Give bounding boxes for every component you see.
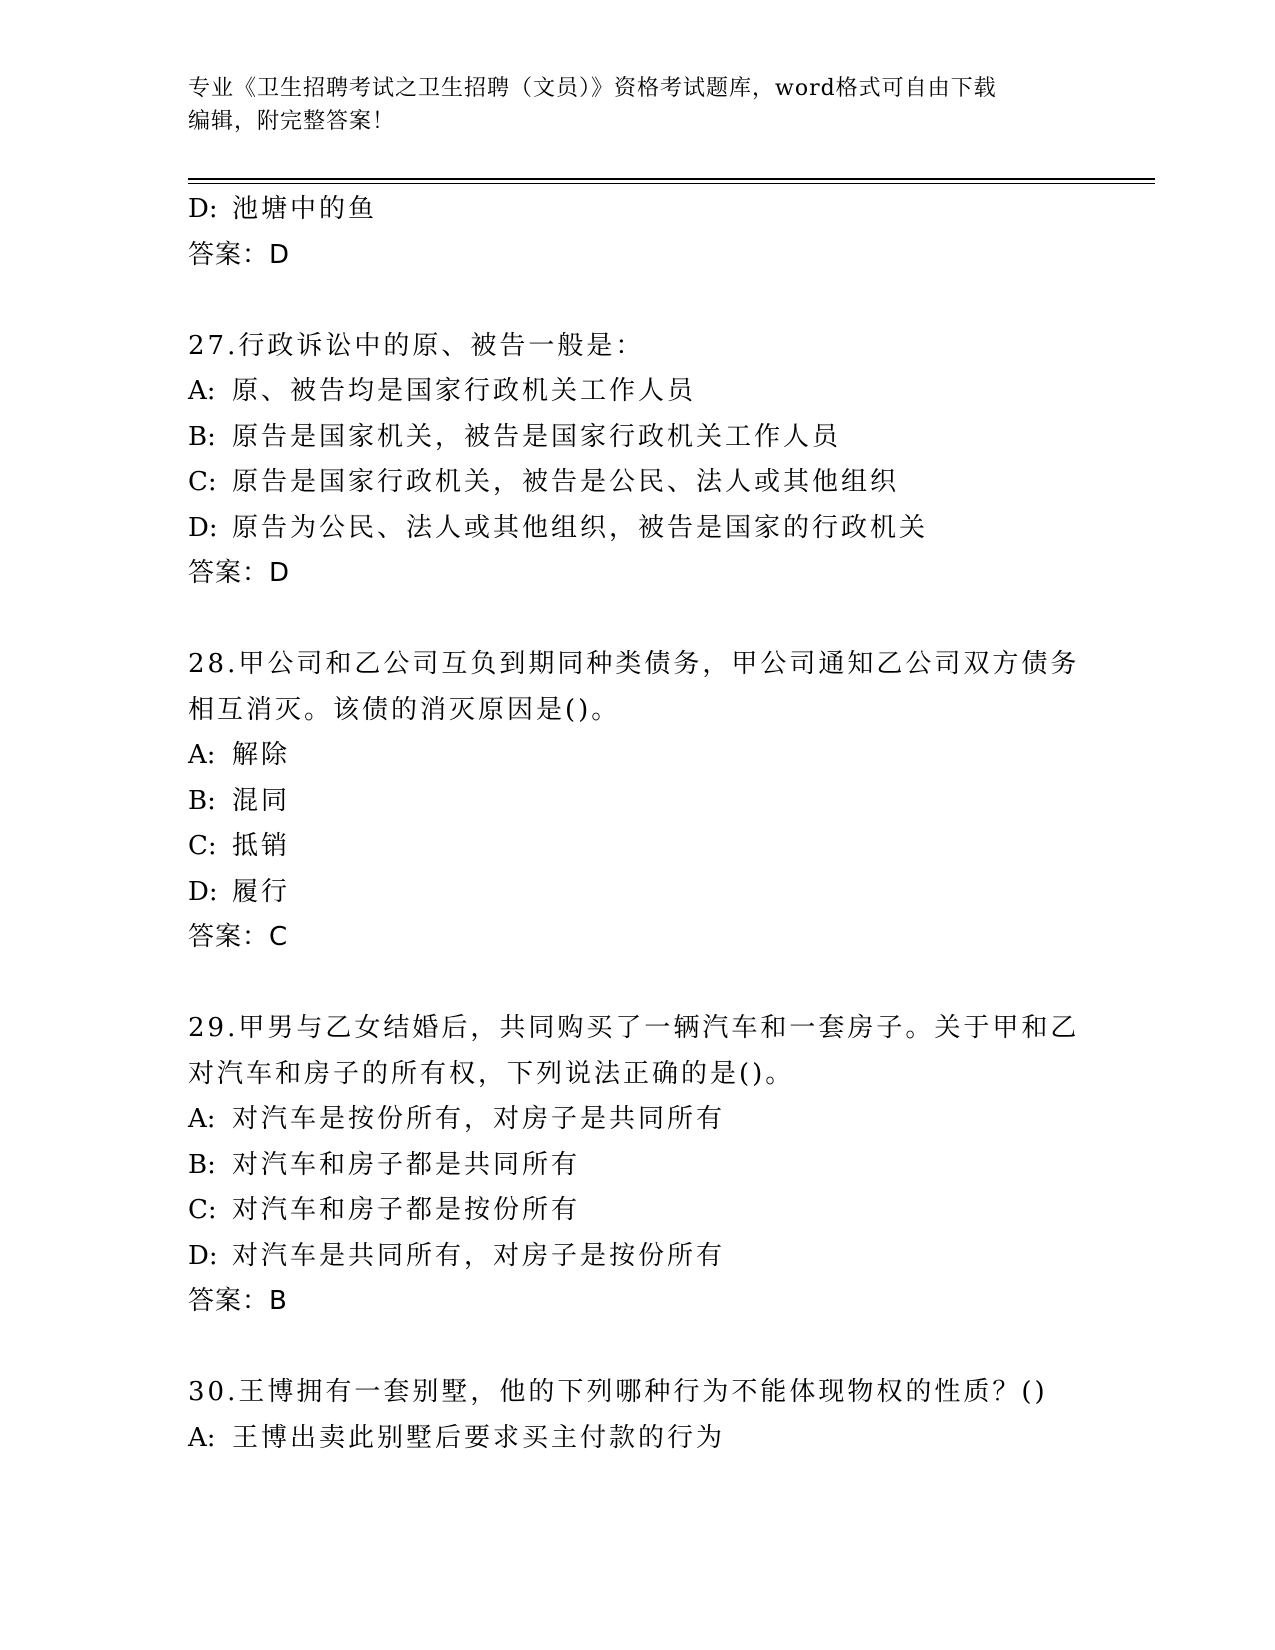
- spacer: [188, 597, 1088, 643]
- option-letter: D:: [188, 194, 218, 224]
- option-text: 原告是国家机关，被告是国家行政机关工作人员: [232, 421, 842, 452]
- option-text: 抵销: [232, 831, 291, 861]
- header-rule-thick: [188, 178, 1155, 180]
- option-text: 原、被告均是国家行政机关工作人员: [232, 376, 697, 406]
- question-29-option-a: [188, 1097, 1088, 1143]
- question-30-stem: 30.王博拥有一套别墅，他的下列哪种行为不能体现物权的性质？(): [188, 1377, 1048, 1407]
- option-letter: B:: [188, 1149, 216, 1180]
- option-letter: D:: [188, 876, 218, 907]
- question-28-stem-line-2: 相互消灭。该债的消灭原因是()。: [188, 694, 621, 725]
- question-content: [188, 187, 1088, 1461]
- question-29-option-d: [188, 1234, 1088, 1280]
- question-29-option-b: [188, 1143, 1088, 1189]
- question-27-option-c: [188, 460, 1088, 506]
- question-29-stem-line-1: 29.甲男与乙女结婚后，共同购买了一辆汽车和一套房子。关于甲和乙: [188, 1013, 1080, 1043]
- question-28-option-c: [188, 824, 1088, 870]
- prev-answer: 答案：D: [188, 239, 291, 270]
- option-text: 原告为公民、法人或其他组织，被告是国家的行政机关: [232, 512, 929, 543]
- prev-option-d: [188, 187, 1088, 233]
- spacer: [188, 1325, 1088, 1371]
- question-28-option-d: [188, 870, 1088, 916]
- question-29-option-c: [188, 1188, 1088, 1234]
- spacer: [188, 278, 1088, 324]
- option-text: 对汽车是按份所有，对房子是共同所有: [232, 1104, 726, 1134]
- question-28-stem-line-1: 28.甲公司和乙公司互负到期同种类债务，甲公司通知乙公司双方债务: [188, 649, 1080, 679]
- option-letter: B:: [188, 421, 216, 452]
- option-letter: C:: [188, 467, 217, 497]
- header-rule-thin: [188, 183, 1155, 184]
- page-header: [188, 72, 1088, 138]
- header-line-2: 编辑，附完整答案！: [188, 109, 396, 134]
- question-28-answer: 答案：C: [188, 922, 289, 952]
- header-line-1: 专业《卫生招聘考试之卫生招聘（文员）》资格考试题库，word格式可自由下载: [188, 76, 997, 101]
- question-27-stem: 27.行政诉讼中的原、被告一般是：: [188, 330, 645, 361]
- question-27-answer: 答案：D: [188, 558, 291, 588]
- question-27-option-b: [188, 415, 1088, 461]
- question-29-stem-line-2: 对汽车和房子的所有权，下列说法正确的是()。: [188, 1058, 795, 1089]
- option-letter: B:: [188, 785, 216, 816]
- question-28-option-b: [188, 779, 1088, 825]
- question-27-option-a: [188, 369, 1088, 415]
- option-letter: D:: [188, 512, 218, 543]
- option-text: 解除: [232, 740, 291, 770]
- option-letter: A:: [188, 1422, 216, 1453]
- option-text: 池塘中的鱼: [232, 194, 378, 224]
- option-letter: A:: [188, 1104, 216, 1134]
- option-letter: A:: [188, 376, 216, 406]
- option-letter: D:: [188, 1240, 218, 1271]
- option-text: 对汽车和房子都是共同所有: [232, 1149, 581, 1180]
- option-text: 混同: [232, 785, 291, 816]
- question-30-option-a: [188, 1416, 1088, 1462]
- option-text: 原告是国家行政机关，被告是公民、法人或其他组织: [232, 467, 900, 497]
- option-text: 履行: [232, 876, 291, 907]
- option-text: 对汽车和房子都是按份所有: [232, 1195, 581, 1225]
- option-text: 王博出卖此别墅后要求买主付款的行为: [232, 1422, 726, 1453]
- option-letter: C:: [188, 1195, 217, 1225]
- option-letter: A:: [188, 740, 216, 770]
- question-27-option-d: [188, 506, 1088, 552]
- spacer: [188, 961, 1088, 1007]
- question-28-option-a: [188, 733, 1088, 779]
- question-29-answer: 答案：B: [188, 1286, 288, 1316]
- option-letter: C:: [188, 831, 217, 861]
- option-text: 对汽车是共同所有，对房子是按份所有: [232, 1240, 726, 1271]
